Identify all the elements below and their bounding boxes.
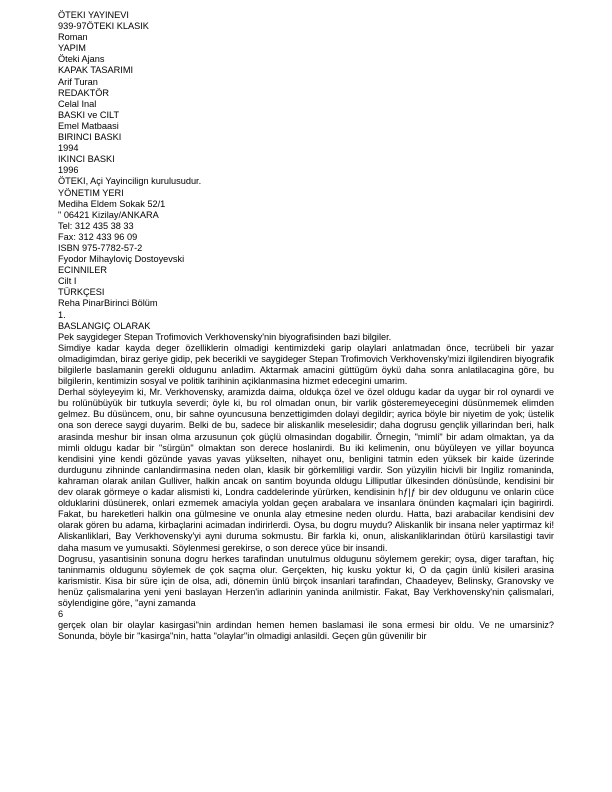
body-paragraph: Simdiye kadar kayda deger özelliklerin olmadigi kentimizdeki garip olaylari anlatmadan önce, tecrübeli bir yazar olmadigimdan, biraz geriye gidip, pek becerikli ve saygideger Stepan Trofimovich Verkhovensky'mizi ilgilendiren biyografik bilgilerle baslamanin gerekli oldugunu anladim. Aktarmak amacini güttügüm öykü daha sonra anlatilacagina göre, bu bilgilerin, kentimizin sosyal ve politik tarihinin açiklanmasina hizmet edecegini umarim. bbox=[58, 342, 554, 387]
chapter-subtitle: Pek saygideger Stepan Trofimovich Verkhovensky'nin biyografisinden bazi bilgiler. bbox=[58, 331, 392, 342]
fax: Fax: 312 433 96 09 bbox=[58, 231, 138, 242]
editor-heading: REDAKTÖR bbox=[58, 87, 110, 98]
isbn: ISBN 975-7782-57-2 bbox=[58, 242, 143, 253]
series-code: 939-97ÖTEKI KLASIK bbox=[58, 21, 149, 32]
second-edition-year: 1996 bbox=[58, 165, 79, 176]
chapter-number: 1. bbox=[58, 309, 66, 320]
genre: Roman bbox=[58, 32, 88, 43]
print-bind-value: Emel Matbaasi bbox=[58, 120, 119, 131]
cover-design-heading: KAPAK TASARIMI bbox=[58, 65, 134, 76]
chapter-title: BASLANGIÇ OLARAK bbox=[58, 320, 151, 331]
editor-value: Celal Inal bbox=[58, 98, 97, 109]
publisher-note: ÖTEKI, Açi Yayincilign kurulusudur. bbox=[58, 176, 202, 187]
address-street: Mediha Eldem Sokak 52/1 bbox=[58, 198, 166, 209]
author-name: Fyodor Mihayloviç Dostoyevski bbox=[58, 254, 185, 265]
management-heading: YÖNETIM YERI bbox=[58, 187, 124, 198]
second-edition-heading: IKINCI BASKI bbox=[58, 154, 115, 165]
publisher-name: ÖTEKI YAYINEVI bbox=[58, 10, 129, 20]
body-paragraph: Derhal söyleyeyim ki, Mr. Verkhovensky, aramizda daima, oldukça özel ve özel oldugu kadar da uygar bir rol oynardi ve bu rolünübüyük bir tutkuyla severdi; öyle ki, bu rol olmadan onun, bir varlik gösteremeyecegini düsünmemek elimden gelmez. Bu düsüncem, onu, bir sahne oyuncusuna benzettigimden dolayi degildir; ayrica böyle bir niyetim de yok; üstelik ona son derece saygi duyarim. Belki de bu, sadece bir aliskanlik meselesidir; daha dogrusu gençlik yillarindan beri, halk arasinda meshur bir insan olma arzusunun çok güçlü olmasindan dogabilir. Örnegin, "mimli" bir adam olmaktan, ya da mimli oldugu kadar bir "sürgün" olmaktan son derece hoslanirdi. Bu iki kelimenin, onu büyüleyen ve yillar boyunca kendisini yine kendi gözünde yavas yavas yükselten, nihayet onu, benligini tatmin eden yüksek bir kaide üzerinde durdugunu zihninde canlandirmasina neden olan, klasik bir görkemliligi vardir. Son yüzyilin hicivli bir Ingiliz romaninda, kahraman olarak anilan Gulliver, halkin ancak on santim boyunda oldugu Lilliputlar ülkesinden dönüsünde, kendisini bir dev olarak görmeye o kadar alismisti ki, Londra caddelerinde yürürken, kendisinin hƒ|ƒ bir dev oldugunu ve onlarin cüce olduklarini düsünerek, onlari ezmemek amaciyla yoldan geçen arabalara ve insanlara önünden kaçmalari için bagirirdi. Fakat, bu hareketleri halkin ona gülmesine ve onunla alay etmesine neden olurdu. Hatta, bazi arabacilar kendisini dev olarak gören bu adama, kirbaçlarini acimadan indirirlerdi. Oysa, bu dogru muydu? Aliskanlik bir insana neler yaptirmaz ki! Aliskanliklari, Bay Verkhovensky'yi ayni duruma sokmustu. Bir farkla ki, onun, aliskanliklarindan ötürü karsilastigi tavir daha masum ve yumusakti. Söylenmesi gerekirse, o son derece yüce bir insandi. bbox=[58, 387, 554, 553]
address-city: " 06421 Kizilay/ANKARA bbox=[58, 209, 159, 220]
volume: Cilt I bbox=[58, 276, 77, 287]
production-value: Öteki Ajans bbox=[58, 54, 105, 65]
first-edition-year: 1994 bbox=[58, 143, 79, 154]
body-paragraph: Dogrusu, yasantisinin sonuna dogru herkes tarafindan unutulmus oldugunu söylemem gerekir; oysa, diger taraftan, hiç taninmamis oldugunu söylemek de çok saçma olur. Gerçekten, hiç kusku yoktur ki, O da çagin ünlü kisileri arasina karismistir. Kisa bir süre için de olsa, adi, dönemin ünlü birçok insanlari tarafindan, Chaadeyev, Belinsky, Granovsky ve henüz çalismalarina yeni yeni baslayan Herzen'in adlarinin yaninda anilmistir. Fakat, Bay Verkhovensky'nin çalismalari, söylendigine göre, "ayni zamanda bbox=[58, 553, 554, 608]
front-matter bbox=[58, 10, 554, 343]
cover-design-value: Arif Turan bbox=[58, 76, 98, 87]
first-edition-heading: BIRINCI BASKI bbox=[58, 132, 122, 143]
production-heading: YAPIM bbox=[58, 43, 86, 54]
page-number: 6 bbox=[58, 609, 64, 620]
document-page bbox=[58, 10, 554, 642]
book-title: ECINNILER bbox=[58, 265, 108, 276]
print-bind-heading: BASKI ve CILT bbox=[58, 109, 120, 120]
translation-heading: TÜRKÇESI bbox=[58, 287, 105, 298]
telephone: Tel: 312 435 38 33 bbox=[58, 220, 134, 231]
translator-part-title: Reha PinarBirinci Bölüm bbox=[58, 298, 158, 309]
body-paragraph-continuation: gerçek olan bir olaylar kasirgasi"nin ardindan hemen hemen baslamasi ile sona ermesi bir oldu. Ve ne umarsiniz? Sonunda, böyle bir "kasirga"nin, hatta "olaylar"in olmadigi anlasildi. Geçen gün güvenilir bir bbox=[58, 620, 554, 642]
